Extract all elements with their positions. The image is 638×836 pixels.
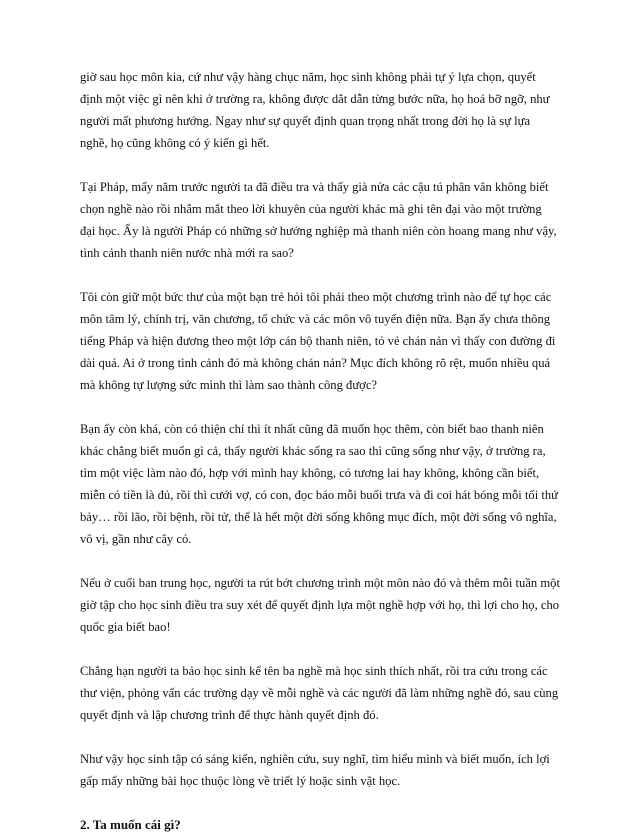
paragraph-1: giờ sau học môn kia, cứ như vậy hàng chục năm, học sinh không phải tự ý lựa chọn, quyết định một việc gì nên khi ở trường ra, không được dắt dẫn từng bước nữa, họ hoá bỡ ngỡ, như người mất phương hướng. Ngay như sự quyết định quan trọng nhất trong đời họ là sự lựa nghề, họ cũng không có ý kiến gì hết.	[80, 70, 550, 150]
paragraph-3: Tôi còn giữ một bức thư của một bạn trẻ hỏi tôi phải theo một chương trình nào để tự học các môn tâm lý, chính trị, văn chương, tổ chức và các môn vô tuyến điện nữa. Bạn ấy chưa thông tiếng Pháp và hiện đương theo một lớp cán bộ thanh niên, tỏ vẻ chán nản vì thấy con đường đi dài quá. Ai ở trong tình cảnh đó mà không chán nản? Mục đích không rõ rệt, muốn nhiều quá mà không tự lượng sức mình thì làm sao thành công được?	[80, 290, 556, 392]
paragraph-5: Nếu ở cuối ban trung học, người ta rút bớt chương trình một môn nào đó và thêm mỗi tuần một giờ tập cho học sinh điều tra suy xét để quyết định lựa một nghề hợp với họ, thì lợi cho họ, cho quốc gia biết bao!	[80, 576, 560, 634]
section-heading: 2. Ta muốn cái gì?	[80, 817, 181, 832]
paragraph-2: Tại Pháp, mấy năm trước người ta đã điều tra và thấy già nửa các cậu tú phân vân không biết chọn nghề nào rồi nhắm mắt theo lời khuyên của người khác mà ghi tên đại vào một trường đại học. Ấy là người Pháp có những sở hướng nghiệp mà thanh niên còn hoang mang như vậy, tình cảnh thanh niên nước nhà mới ra sao?	[80, 180, 557, 260]
paragraph-4: Bạn ấy còn khá, còn có thiện chí thì ít nhất cũng đã muốn học thêm, còn biết bao thanh niên khác chẳng biết muốn gì cả, thấy người khác sống ra sao thì cũng sống như vậy, ở trường ra, tìm một việc làm nào đó, hợp với mình hay không, có tương lai hay không, không cần biết, miễn có tiền là đủ, rồi thì cưới vợ, có con, đọc báo mỗi buổi trưa và đi coi hát bóng mỗi tối thứ bảy… rồi lão, rồi bệnh, rồi tử, thế là hết một đời sống không mục đích, một đời sống vô nghĩa, vô vị, gần như cây cỏ.	[80, 422, 558, 546]
paragraph-7: Như vậy học sinh tập có sáng kiến, nghiên cứu, suy nghĩ, tìm hiểu mình và biết muốn, ích lợi gấp mấy những bài học thuộc lòng về triết lý hoặc sinh vật học.	[80, 752, 550, 788]
paragraph-6: Chẳng hạn người ta bảo học sinh kể tên ba nghề mà học sinh thích nhất, rồi tra cứu trong các thư viện, phỏng vấn các trường dạy về mỗi nghề và các người đã làm những nghề đó, sau cùng quyết định và lập chương trình để thực hành quyết định đó.	[80, 664, 559, 722]
